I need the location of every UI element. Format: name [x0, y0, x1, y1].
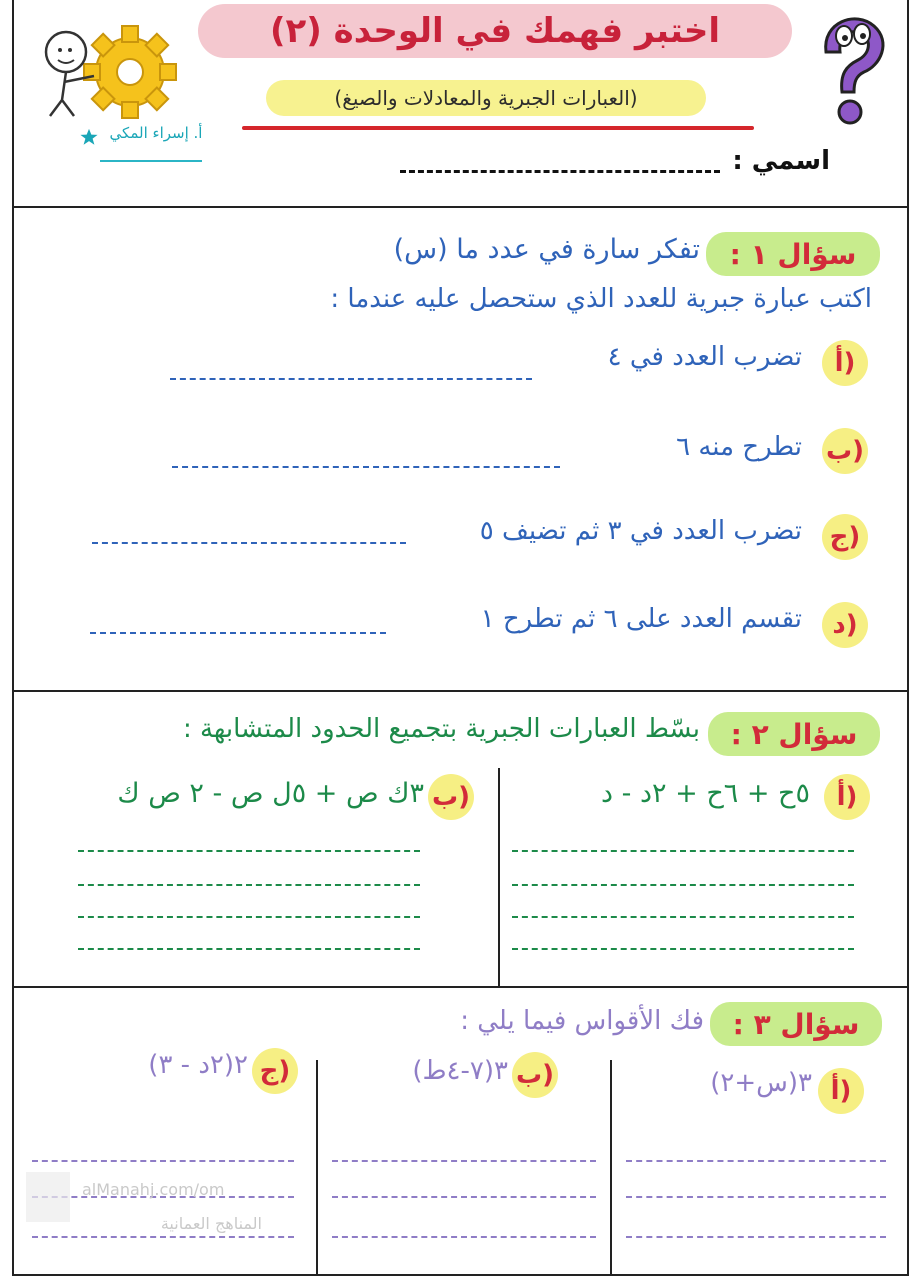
- author-underline: [100, 160, 202, 162]
- question-mark-character-icon: [812, 8, 894, 132]
- q3-b-answer-line[interactable]: [332, 1160, 596, 1162]
- q2-a-answer-line[interactable]: [512, 948, 854, 950]
- q1-item-b-text: تطرح منه ٦: [676, 432, 802, 462]
- q1-item-c-text: تضرب العدد في ٣ ثم تضيف ٥: [479, 516, 802, 546]
- q2-b-answer-line[interactable]: [78, 850, 420, 852]
- q2-a-answer-line[interactable]: [512, 916, 854, 918]
- name-label: اسمي :: [732, 146, 830, 176]
- q1-instruction: اكتب عبارة جبرية للعدد الذي ستحصل عليه عندما :: [330, 284, 872, 314]
- q3-a-answer-line[interactable]: [626, 1236, 886, 1238]
- q3-column-divider: [610, 1060, 612, 1276]
- q1-item-d-letter: د): [822, 602, 868, 648]
- gear-character-icon: [22, 20, 182, 120]
- q3-badge: سؤال ٣ :: [710, 1002, 882, 1046]
- q1-item-b-letter: ب): [822, 428, 868, 474]
- section-divider: [14, 690, 907, 692]
- star-icon: [80, 128, 98, 146]
- q2-item-b-letter: ب): [428, 774, 474, 820]
- q2-badge: سؤال ٢ :: [708, 712, 880, 756]
- q3-instruction: فك الأقواس فيما يلي :: [460, 1006, 704, 1036]
- q1-intro: تفكر سارة في عدد ما (س): [393, 234, 700, 265]
- q3-item-c-letter: ج): [252, 1048, 298, 1094]
- q3-item-c-text: ٢(٢د - ٣): [148, 1050, 248, 1080]
- q3-item-b-text: ٣(٧-٤ط): [412, 1056, 508, 1086]
- q2-item-b-text: ٣ك ص + ٥ل ص - ٢ ص ك: [117, 778, 424, 809]
- q2-b-answer-line[interactable]: [78, 948, 420, 950]
- q3-c-answer-line[interactable]: [32, 1236, 294, 1238]
- q3-b-answer-line[interactable]: [332, 1236, 596, 1238]
- q1-item-b-answer-line[interactable]: [172, 466, 560, 468]
- title-underline: [242, 126, 754, 130]
- watermark-logo: [26, 1172, 70, 1222]
- author-name: أ. إسراء المكي: [109, 124, 203, 142]
- q1-item-d-text: تقسم العدد على ٦ ثم تطرح ١: [480, 604, 802, 634]
- q3-a-answer-line[interactable]: [626, 1196, 886, 1198]
- q2-column-divider: [498, 768, 500, 988]
- q2-b-answer-line[interactable]: [78, 916, 420, 918]
- q2-a-answer-line[interactable]: [512, 884, 854, 886]
- watermark-url: alManahj.com/om: [82, 1180, 225, 1199]
- page-subtitle: (العبارات الجبرية والمعادلات والصيغ): [334, 86, 638, 110]
- watermark-text: المناهج العمانية: [160, 1214, 262, 1233]
- q3-item-b-letter: ب): [512, 1052, 558, 1098]
- q1-item-d-answer-line[interactable]: [90, 632, 386, 634]
- q2-item-a-letter: أ): [824, 774, 870, 820]
- q2-a-answer-line[interactable]: [512, 850, 854, 852]
- section-divider: [14, 986, 907, 988]
- q2-item-a-text: ٥ح + ٦ح + ٢د - د: [601, 778, 810, 809]
- q3-c-answer-line[interactable]: [32, 1160, 294, 1162]
- q3-b-answer-line[interactable]: [332, 1196, 596, 1198]
- section-divider: [14, 206, 907, 208]
- name-answer-line[interactable]: [400, 170, 720, 173]
- q1-item-c-letter: ج): [822, 514, 868, 560]
- q2-instruction: بسّط العبارات الجبرية بتجميع الحدود المتشابهة :: [182, 714, 700, 744]
- page-title: اختبر فهمك في الوحدة (٢): [269, 11, 721, 51]
- q1-badge: سؤال ١ :: [706, 232, 880, 276]
- q1-item-c-answer-line[interactable]: [92, 542, 406, 544]
- q1-item-a-answer-line[interactable]: [170, 378, 532, 380]
- q2-b-answer-line[interactable]: [78, 884, 420, 886]
- q3-item-a-text: ٣(س+٢): [710, 1068, 812, 1098]
- q1-item-a-text: تضرب العدد في ٤: [607, 342, 802, 372]
- q3-column-divider: [316, 1060, 318, 1276]
- q3-a-answer-line[interactable]: [626, 1160, 886, 1162]
- q3-item-a-letter: أ): [818, 1068, 864, 1114]
- q1-item-a-letter: أ): [822, 340, 868, 386]
